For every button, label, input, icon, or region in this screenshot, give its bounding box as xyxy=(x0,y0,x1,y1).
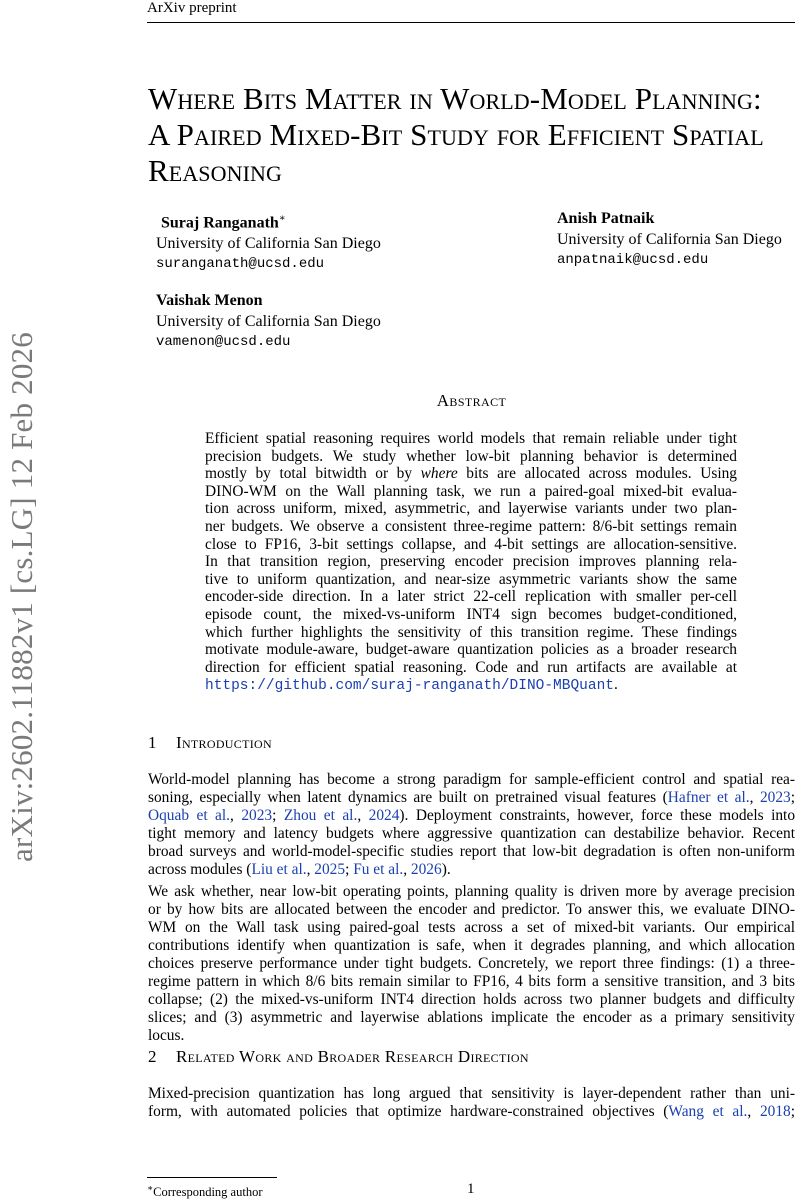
abstract-line: direction for efficient spatial reasoning. Code and run artifacts are available at xyxy=(205,658,737,676)
text-line: soning, especially when latent dynamics are built on pretrained visual features (Hafner et al., 2023; xyxy=(148,789,795,806)
abstract-line: DINO-WM on the Wall planning task, we run a paired-goal mixed-bit evalua- xyxy=(205,482,737,500)
section-number: 1 xyxy=(148,733,157,752)
intro-paragraph-2 xyxy=(148,883,795,1045)
abstract-line: In that transition region, preserving encoder precision improves planning rela- xyxy=(205,553,737,571)
abstract-line: precision budgets. We study whether low-bit planning behavior is determined xyxy=(205,447,737,465)
abstract-line: https://github.com/suraj-ranganath/DINO-MBQuant. xyxy=(205,676,618,695)
text-line: or by how bits are allocated between the encoder and predictor. To answer this, we evaluate DINO- xyxy=(148,901,795,918)
citation-year[interactable]: 2018 xyxy=(759,1103,791,1120)
abstract-line: which further highlights the sensitivity of this transition regime. These findings xyxy=(205,623,737,641)
abstract-line: close to FP16, 3-bit settings collapse, and 4-bit settings are allocation-sensitive. xyxy=(205,535,737,553)
abstract-line: ner budgets. We observe a consistent three-regime pattern: 8/6-bit settings remain xyxy=(205,517,737,535)
abstract-line: motivate module-aware, budget-aware quantization policies as a broader research xyxy=(205,641,737,659)
author-email: vamenon@ucsd.edu xyxy=(156,334,291,350)
running-head: ArXiv preprint xyxy=(147,0,237,16)
text-line: World-model planning has become a strong paradigm for sample-efficient control and spatial rea- xyxy=(148,771,795,788)
author-affiliation: University of California San Diego xyxy=(156,235,381,253)
text-line: Mixed-precision quantization has long argued that sensitivity is layer-dependent rather than uni- xyxy=(148,1085,795,1102)
intro-paragraph-1 xyxy=(148,771,795,879)
footnote-text: Corresponding author xyxy=(153,1185,263,1200)
text-line: collapse; (2) the mixed-vs-uniform INT4 direction holds across two planner budgets and difficulty xyxy=(148,991,795,1008)
citation-liu[interactable]: Liu et al. xyxy=(251,861,307,878)
citation-wang[interactable]: Wang et al. xyxy=(668,1103,748,1120)
title-line-3: Reasoning xyxy=(148,153,283,188)
author-block-1 xyxy=(156,208,381,275)
abstract-heading: Abstract xyxy=(436,391,507,410)
text-line: tight memory and latency budgets where aggressive quantization can destabilize behavior. Recent xyxy=(148,825,795,842)
related-paragraph-1 xyxy=(148,1085,795,1121)
title-line-2: A Paired Mixed-Bit Study for Efficient Spatial xyxy=(148,117,764,152)
section-number: 2 xyxy=(148,1047,157,1066)
footnote xyxy=(147,1183,262,1200)
abstract-body xyxy=(205,430,737,694)
text-line: broad surveys and world-model-specific studies report that low-bit degradation is often non-uniform xyxy=(148,843,795,860)
author-email: anpatnaik@ucsd.edu xyxy=(557,252,709,268)
author-affiliation: University of California San Diego xyxy=(156,313,381,330)
text-line: regime pattern in which 8/6 bits remain similar to FP16, 4 bits form a sensitive transition, and 3 bits xyxy=(148,973,795,990)
citation-fu[interactable]: Fu et al. xyxy=(353,861,404,878)
text-line: contributions identify when quantization is safe, when it degrades planning, and which allocation xyxy=(148,937,795,954)
author-name: Vaishak Menon xyxy=(156,292,263,309)
page-number: 1 xyxy=(467,1181,475,1197)
abstract-line: encoder-side direction. In a later strict 22-cell replication with smaller per-cell xyxy=(205,588,737,606)
code-link[interactable]: https://github.com/suraj-ranganath/DINO-MBQuant xyxy=(205,678,614,695)
text-line: We ask whether, near low-bit operating points, planning quality is driven more by average precision xyxy=(148,883,795,900)
citation-year[interactable]: 2024 xyxy=(368,807,400,824)
footnote-mark: ∗ xyxy=(147,1183,154,1193)
title-line-1: Where Bits Matter in World-Model Planning: xyxy=(148,81,762,116)
text-line: form, with automated policies that optimize hardware-constrained objectives (Wang et al., 2018; xyxy=(148,1103,795,1120)
arxiv-identifier: arXiv:2602.11882v1 [cs.LG] 12 Feb 2026 xyxy=(4,332,39,862)
text-line: locus. xyxy=(148,1027,185,1044)
emphasis-where: where xyxy=(420,465,458,483)
author-affiliation: University of California San Diego xyxy=(557,231,782,248)
text-line: WM on the Wall task using paired-goal tests across a set of mixed-bit variants. Our empirical xyxy=(148,919,795,936)
text-line: across modules (Liu et al., 2025; Fu et al., 2026). xyxy=(148,861,451,878)
author-email: suranganath@ucsd.edu xyxy=(156,256,325,273)
footnote-rule xyxy=(147,1177,277,1178)
citation-year[interactable]: 2023 xyxy=(759,789,791,806)
paper-title xyxy=(148,81,795,189)
text-line: Oquab et al., 2023; Zhou et al., 2024). Deployment constraints, however, force these models into xyxy=(148,807,795,824)
author-name: Suraj Ranganath xyxy=(161,214,279,232)
text-line: slices; and (3) asymmetric and layerwise ablations implicate the encoder as a primary sensitivity xyxy=(148,1009,795,1026)
citation-zhou[interactable]: Zhou et al. xyxy=(283,807,358,824)
abstract-line: episode count, the mixed-vs-uniform INT4 sign becomes budget-conditioned, xyxy=(205,605,737,623)
author-block-3 xyxy=(156,290,381,353)
header-rule xyxy=(147,22,795,23)
section-heading-introduction xyxy=(148,733,272,753)
author-name: Anish Patnaik xyxy=(557,210,655,227)
text-line: choices preserve performance under tight budgets. Concretely, we report three findings: (1) a three- xyxy=(148,955,795,972)
section-title: Introduction xyxy=(176,733,272,752)
citation-year[interactable]: 2023 xyxy=(241,807,273,824)
abstract-line: Efficient spatial reasoning requires world models that remain reliable under tight xyxy=(205,430,737,447)
abstract-line: tion across uniform, mixed, asymmetric, and layerwise variants under two plan- xyxy=(205,500,737,518)
section-title: Related Work and Broader Research Direction xyxy=(176,1047,529,1066)
abstract-line: tive to uniform quantization, and near-size asymmetric variants show the same xyxy=(205,570,737,588)
author-block-2 xyxy=(557,208,782,271)
citation-hafner[interactable]: Hafner et al. xyxy=(667,789,750,806)
citation-oquab[interactable]: Oquab et al. xyxy=(148,807,231,824)
abstract-line: mostly by total bitwidth or by where bits are allocated across modules. Using xyxy=(205,465,737,483)
citation-year[interactable]: 2026 xyxy=(410,861,442,878)
citation-year[interactable]: 2025 xyxy=(314,861,346,878)
section-heading-related-work xyxy=(148,1047,529,1067)
author-mark: ∗ xyxy=(278,213,286,224)
